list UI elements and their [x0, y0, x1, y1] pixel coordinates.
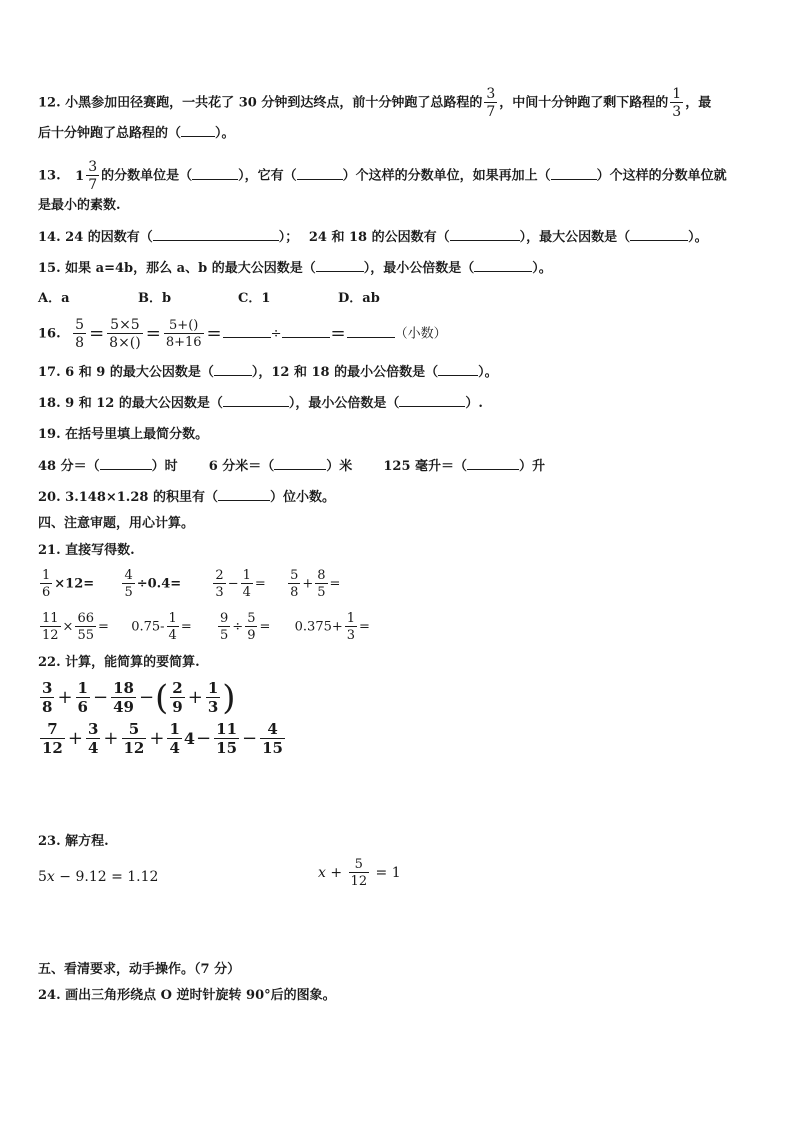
answer-blank[interactable]: [630, 228, 688, 241]
fraction: $\frac{5+()}{8+16}$: [165, 318, 202, 350]
section-4-title: 四、注意审题，用心计算。: [38, 516, 195, 531]
fraction: $\frac{5}{12}$: [350, 857, 368, 889]
answer-blank[interactable]: [218, 488, 270, 501]
question-number: 16.: [38, 326, 61, 342]
fraction: $\frac{8}{5}$: [317, 568, 326, 600]
section-5-title: 五、看清要求，动手操作。（7 分）: [38, 962, 241, 977]
question-number: 20.: [38, 490, 61, 505]
question-18: 18. 9 和 12 的最大公因数是（ ），最小公倍数是（ ）.: [38, 396, 483, 411]
question-21: 21. 直接写得数.: [38, 543, 135, 558]
answer-blank[interactable]: [399, 394, 465, 407]
answer-blank[interactable]: [438, 363, 478, 376]
fraction: $\frac{4}{5}$: [124, 568, 133, 600]
fraction: $\frac{3}{4}$: [87, 720, 99, 757]
question-number: 17.: [38, 365, 61, 380]
question-number: 14.: [38, 230, 61, 245]
question-17: 17. 6 和 9 的最大公因数是（ ），12 和 18 的最小公倍数是（ ）。: [38, 365, 498, 380]
answer-blank[interactable]: [316, 259, 364, 272]
fraction: $\frac{3}{8}$: [42, 679, 53, 716]
question-16: 16. $\frac{5}{8}$ = $\frac{5\times 5}{8\times()}$ = $\frac{5+()}{8+16}$ = ÷ = （小数）: [38, 317, 447, 351]
fraction: $\frac{11}{12}$: [42, 611, 59, 643]
fraction: $\frac{5}{8}$: [75, 317, 85, 351]
fraction: $\frac{5}{12}$: [123, 720, 145, 757]
fraction: $\frac{1}{6}$: [77, 679, 88, 716]
fraction: $\frac{4}{15}$: [262, 720, 283, 757]
answer-blank[interactable]: [192, 167, 238, 180]
fraction: $\frac{1}{4}$: [168, 611, 177, 643]
fraction: $\frac{1}{6}$: [42, 568, 51, 600]
question-13: 13. 1 $\frac{3}{7}$ 的分数单位是（ ），它有（ ）个这样的分数单位，如果再加上（ ）个这样的分数单位就: [38, 159, 727, 193]
answer-blank[interactable]: [282, 325, 330, 338]
fraction: $\frac{11}{15}$: [216, 720, 238, 757]
fraction: $\frac{18}{49}$: [113, 679, 134, 716]
question-12-cont: 后十分钟跑了总路程的（ ）。: [38, 126, 235, 141]
answer-blank[interactable]: [274, 457, 326, 470]
fraction: $\frac{9}{5}$: [220, 611, 229, 643]
question-13-cont: 是最小的素数.: [38, 198, 121, 213]
question-14: 14. 24 的因数有（ ）； 24 和 18 的公因数有（ ），最大公因数是（ ）。: [38, 230, 708, 245]
question-15: 15. 如果 a=4b，那么 a、b 的最大公因数是（ ），最小公倍数是（ ）。: [38, 261, 552, 276]
option-a[interactable]: A．a: [38, 291, 70, 306]
option-d[interactable]: D．ab: [338, 291, 380, 306]
question-19: 19. 在括号里填上最简分数。: [38, 427, 209, 442]
equation-1: 5x − 9.12 = 1.12: [38, 869, 159, 885]
fraction: $\frac{5\times 5}{8\times()}$: [109, 317, 141, 351]
question-22-expr2: $\frac{7}{12}$ + $\frac{3}{4}$ + $\frac{5}{12}$ + $\frac{1}{4}$ 4− $\frac{11}{15}$ − $\frac{4}{15}$: [42, 720, 283, 757]
question-21-row1: $\frac{1}{6}$ ×12= $\frac{4}{5}$ ÷0.4= $\frac{2}{3}$ − $\frac{1}{4}$ = $\frac{5}{8}$ + $\frac{8}{5}$ =: [42, 568, 341, 600]
question-23: 23. 解方程.: [38, 834, 109, 849]
fraction: $\frac{5}{9}$: [247, 611, 256, 643]
question-number: 15.: [38, 261, 61, 276]
answer-blank[interactable]: [450, 228, 520, 241]
fraction: $\frac{1}{3}$: [672, 86, 682, 120]
question-12: 12. 小黑参加田径赛跑，一共花了 30 分钟到达终点，前十分钟跑了总路程的 $\frac{3}{7}$ ，中间十分钟跑了剩下路程的 $\frac{1}{3}$ ，最: [38, 86, 712, 120]
fraction: $\frac{1}{3}$: [346, 611, 356, 643]
answer-blank[interactable]: [467, 457, 519, 470]
answer-blank[interactable]: [551, 167, 597, 180]
fraction: $\frac{3}{7}$: [88, 159, 98, 193]
question-15-options: [38, 290, 438, 308]
option-c[interactable]: C．1: [238, 291, 271, 306]
answer-blank[interactable]: [223, 325, 271, 338]
fraction: $\frac{2}{9}$: [172, 679, 183, 716]
question-19-items: 48 分＝（ ）时 6 分米＝（ ）米 125 毫升＝（ ）升: [38, 459, 546, 474]
question-number: 24.: [38, 988, 61, 1003]
fraction: $\frac{5}{8}$: [290, 568, 299, 600]
question-number: 19.: [38, 427, 61, 442]
answer-blank[interactable]: [100, 457, 152, 470]
fraction: $\frac{1}{3}$: [207, 679, 219, 716]
question-number: 18.: [38, 396, 61, 411]
answer-blank[interactable]: [214, 363, 252, 376]
question-number: 23.: [38, 834, 61, 849]
fraction: $\frac{2}{3}$: [215, 568, 224, 600]
question-number: 22.: [38, 655, 61, 670]
question-number: 13.: [38, 168, 61, 184]
answer-blank[interactable]: [474, 259, 532, 272]
option-b[interactable]: B．b: [138, 291, 172, 306]
answer-blank[interactable]: [153, 228, 279, 241]
fraction: $\frac{66}{55}$: [77, 611, 94, 643]
question-21-row2: $\frac{11}{12}$ × $\frac{66}{55}$ = 0.75- $\frac{1}{4}$ = $\frac{9}{5}$ ÷ $\frac{5}{9}$ = 0.375+ $\frac{1}{3}$ =: [42, 611, 370, 643]
fraction: $\frac{7}{12}$: [42, 720, 63, 757]
answer-blank[interactable]: [297, 167, 343, 180]
question-number: 21.: [38, 543, 61, 558]
answer-blank[interactable]: [347, 325, 395, 338]
fraction: $\frac{1}{4}$: [169, 720, 180, 757]
question-number: 12.: [38, 95, 61, 111]
equation-2: x + $\frac{5}{12}$ = 1: [318, 857, 401, 889]
answer-blank[interactable]: [181, 124, 215, 137]
question-24: 24. 画出三角形绕点 O 逆时针旋转 90°后的图象。: [38, 988, 336, 1003]
question-22-expr1: $\frac{3}{8}$ + $\frac{1}{6}$ − $\frac{18}{49}$ −( $\frac{2}{9}$ + $\frac{1}{3}$ ): [42, 678, 236, 718]
fraction: $\frac{1}{4}$: [242, 568, 251, 600]
answer-blank[interactable]: [223, 394, 289, 407]
question-20: 20. 3.148×1.28 的积里有（ ）位小数。: [38, 490, 335, 505]
fraction: $\frac{3}{7}$: [486, 86, 496, 120]
question-22: 22. 计算，能简算的要简算.: [38, 655, 200, 670]
